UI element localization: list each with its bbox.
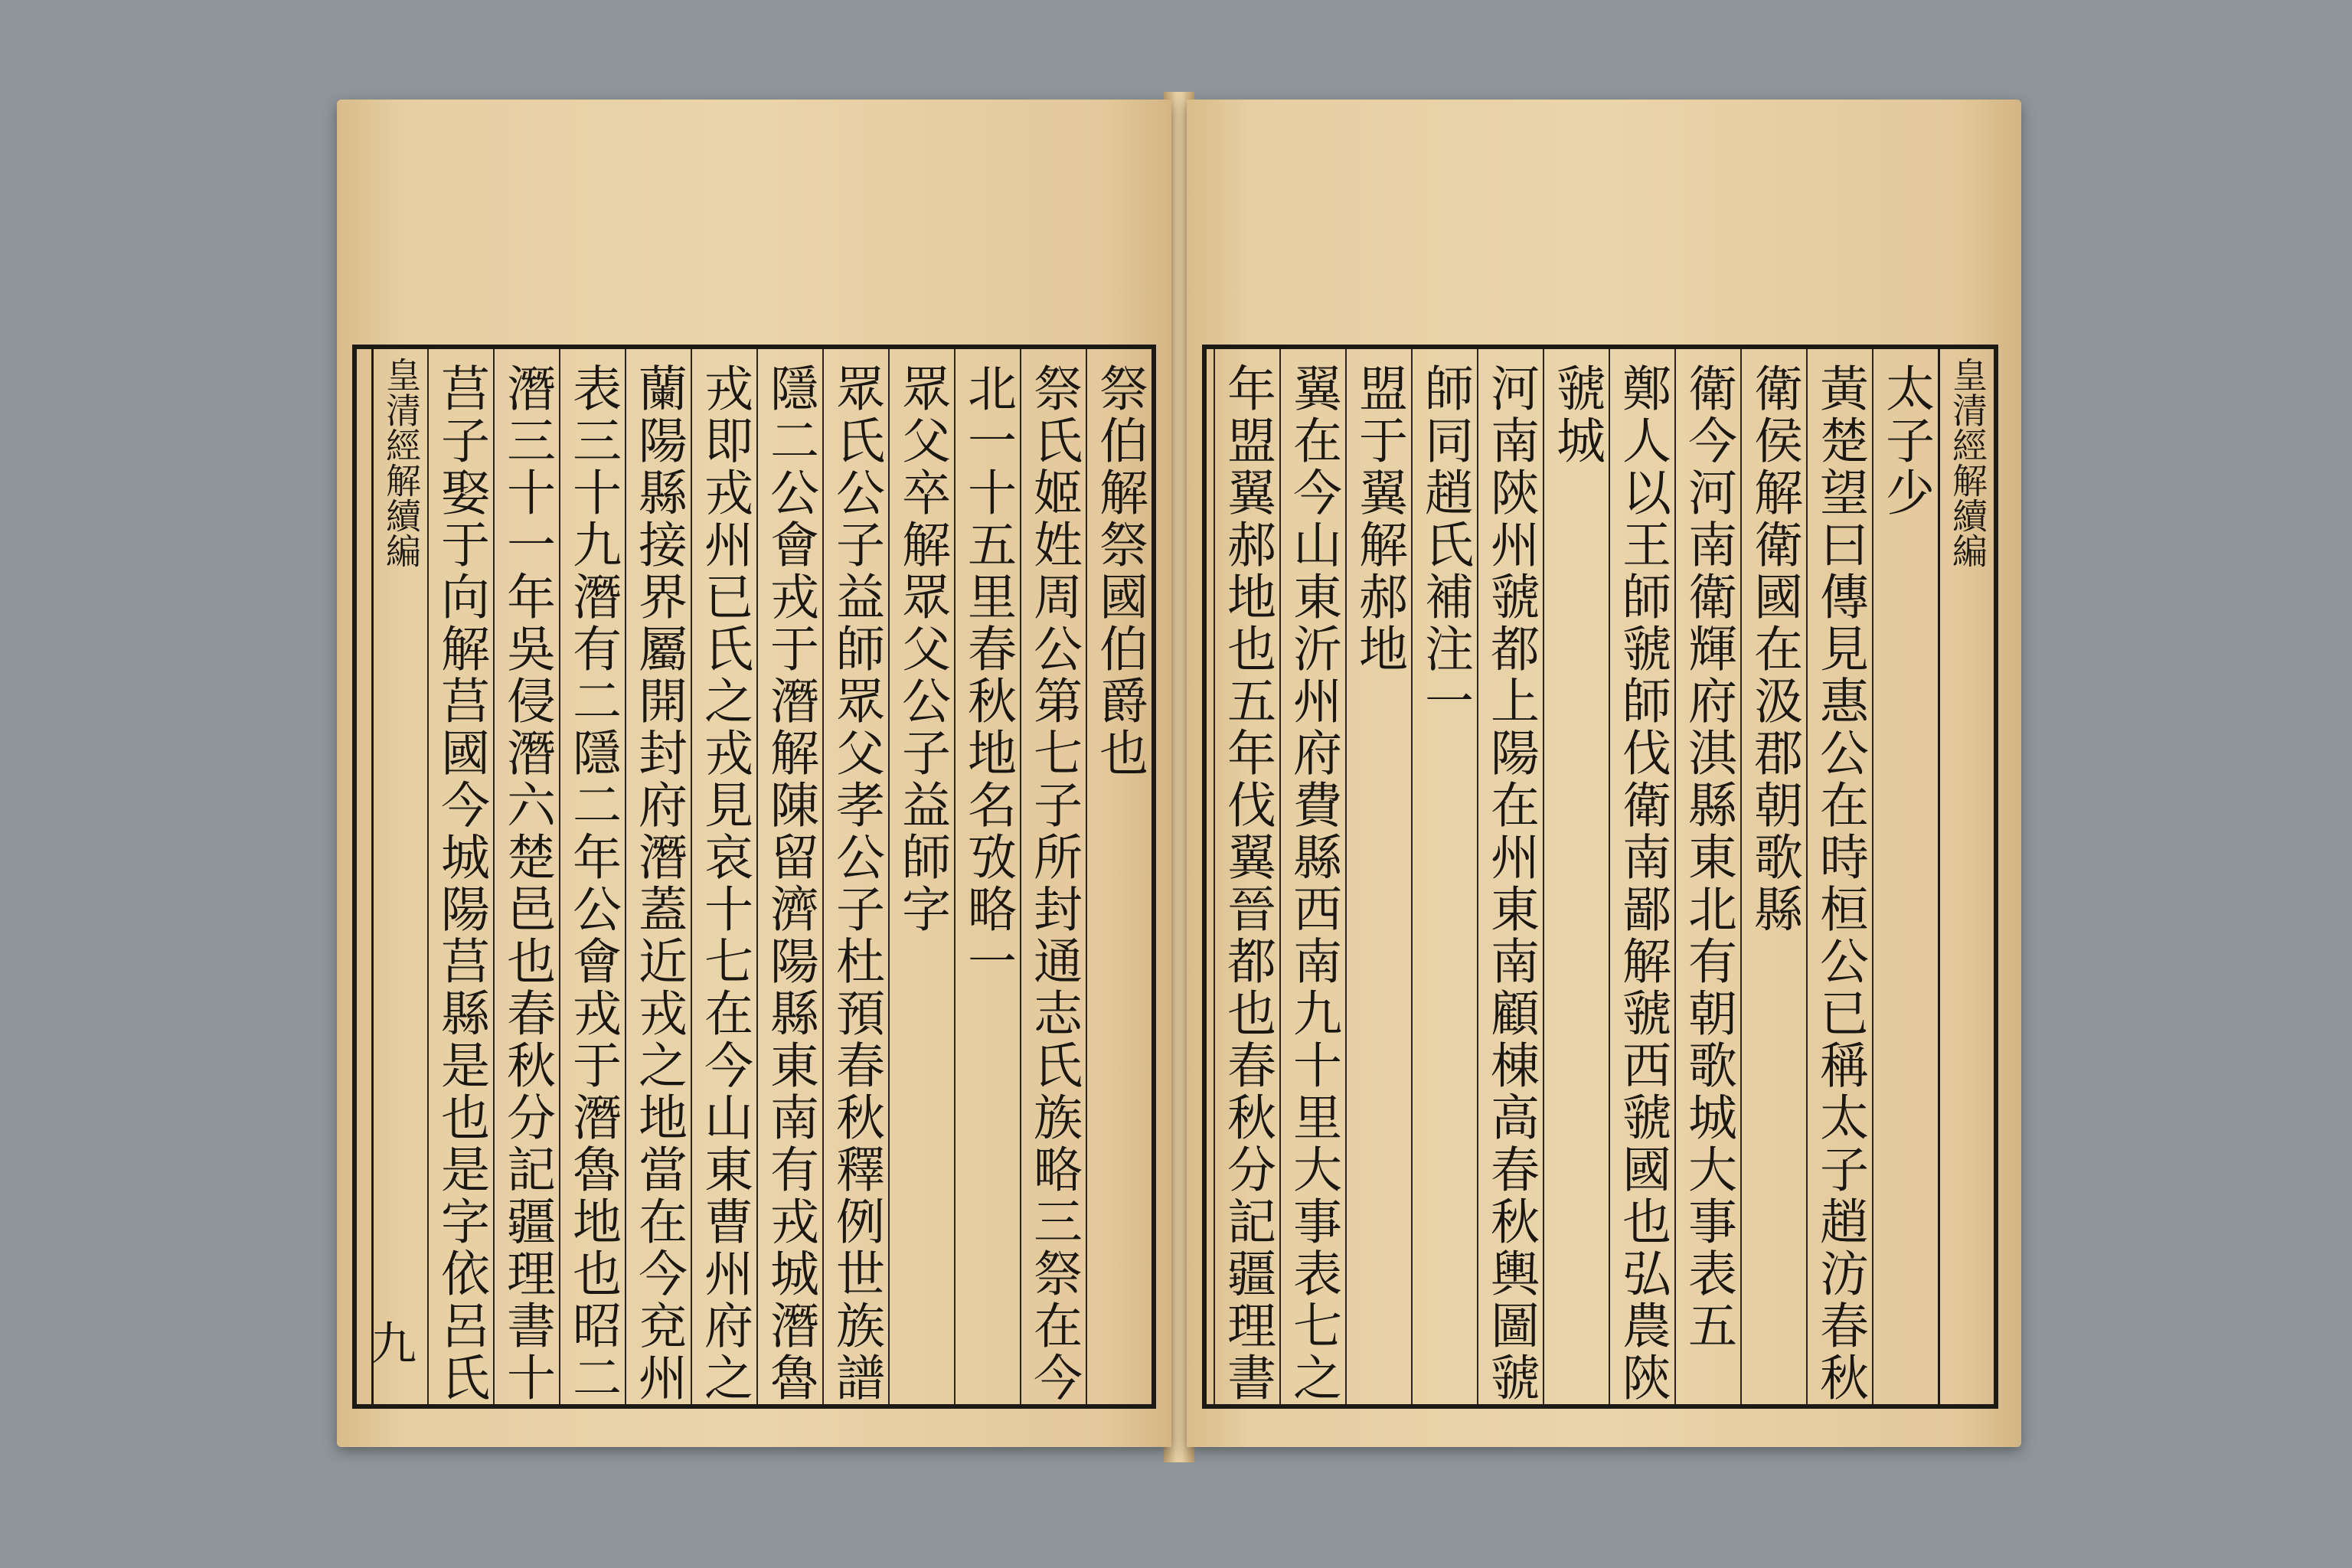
left-text-column: 眾父卒解眾父公子益師字: [888, 349, 954, 1404]
left-columns: [357, 349, 1152, 1404]
left-text-column: 莒子娶于向解莒國今城陽莒縣是也是字依呂氏: [427, 349, 493, 1404]
left-page: [337, 100, 1171, 1447]
right-text-column: 河南陝州虢都上陽在州東南顧棟高春秋輿圖虢: [1477, 349, 1543, 1404]
right-text-column: 虢城: [1543, 349, 1609, 1404]
left-text-column: 蘭陽縣接界屬開封府潛蓋近戎之地當在今兗州: [625, 349, 691, 1404]
open-book: [337, 84, 2021, 1470]
right-text-column: 年盟翼郝地也五年伐翼晉都也春秋分記疆理書: [1214, 349, 1279, 1404]
right-text-column: 太子少: [1872, 349, 1938, 1404]
right-columns: [1207, 349, 1994, 1404]
left-text-column: 戎即戎州已氏之戎見哀十七在今山東曹州府之: [691, 349, 756, 1404]
right-text-column: 翼在今山東沂州府費縣西南九十里大事表七之: [1279, 349, 1345, 1404]
right-text-frame: [1202, 345, 1998, 1409]
right-margin-title: [1938, 349, 1994, 1404]
left-text-column: 祭伯解祭國伯爵也: [1086, 349, 1152, 1404]
right-text-column: 衛今河南衛輝府淇縣東北有朝歌城大事表五: [1674, 349, 1740, 1404]
left-text-column: 潛三十一年吳侵潛六楚邑也春秋分記疆理書十: [493, 349, 559, 1404]
left-margin-title-text: 皇清經解續編: [381, 357, 422, 568]
left-text-column: 表三十九潛有二隱二年公會戎于潛魯地也昭二: [559, 349, 625, 1404]
left-text-column: 眾氏公子益師眾父孝公子杜預春秋釋例世族譜: [822, 349, 888, 1404]
right-text-column: 黃楚望曰傳見惠公在時桓公已稱太子趙汸春秋: [1806, 349, 1872, 1404]
page-number: 九: [371, 1318, 416, 1371]
left-text-frame: [352, 345, 1156, 1409]
right-text-column: 鄭人以王師虢師伐衛南鄙解虢西虢國也弘農陝: [1609, 349, 1674, 1404]
left-text-column: 祭氏姬姓周公第七子所封通志氏族略三祭在今: [1020, 349, 1086, 1404]
left-text-column: 隱二公會戎于潛解陳留濟陽縣東南有戎城潛魯: [756, 349, 822, 1404]
left-text-column: 北一十五里春秋地名攷略一: [954, 349, 1020, 1404]
right-page: [1187, 100, 2021, 1447]
left-margin-title: [371, 349, 427, 1404]
right-text-column: 盟于翼解郝地: [1345, 349, 1411, 1404]
right-margin-title-text: 皇清經解續編: [1947, 357, 1988, 568]
right-text-column: 衛侯解衛國在汲郡朝歌縣: [1740, 349, 1806, 1404]
right-text-column: 師同趙氏補注一: [1411, 349, 1477, 1404]
